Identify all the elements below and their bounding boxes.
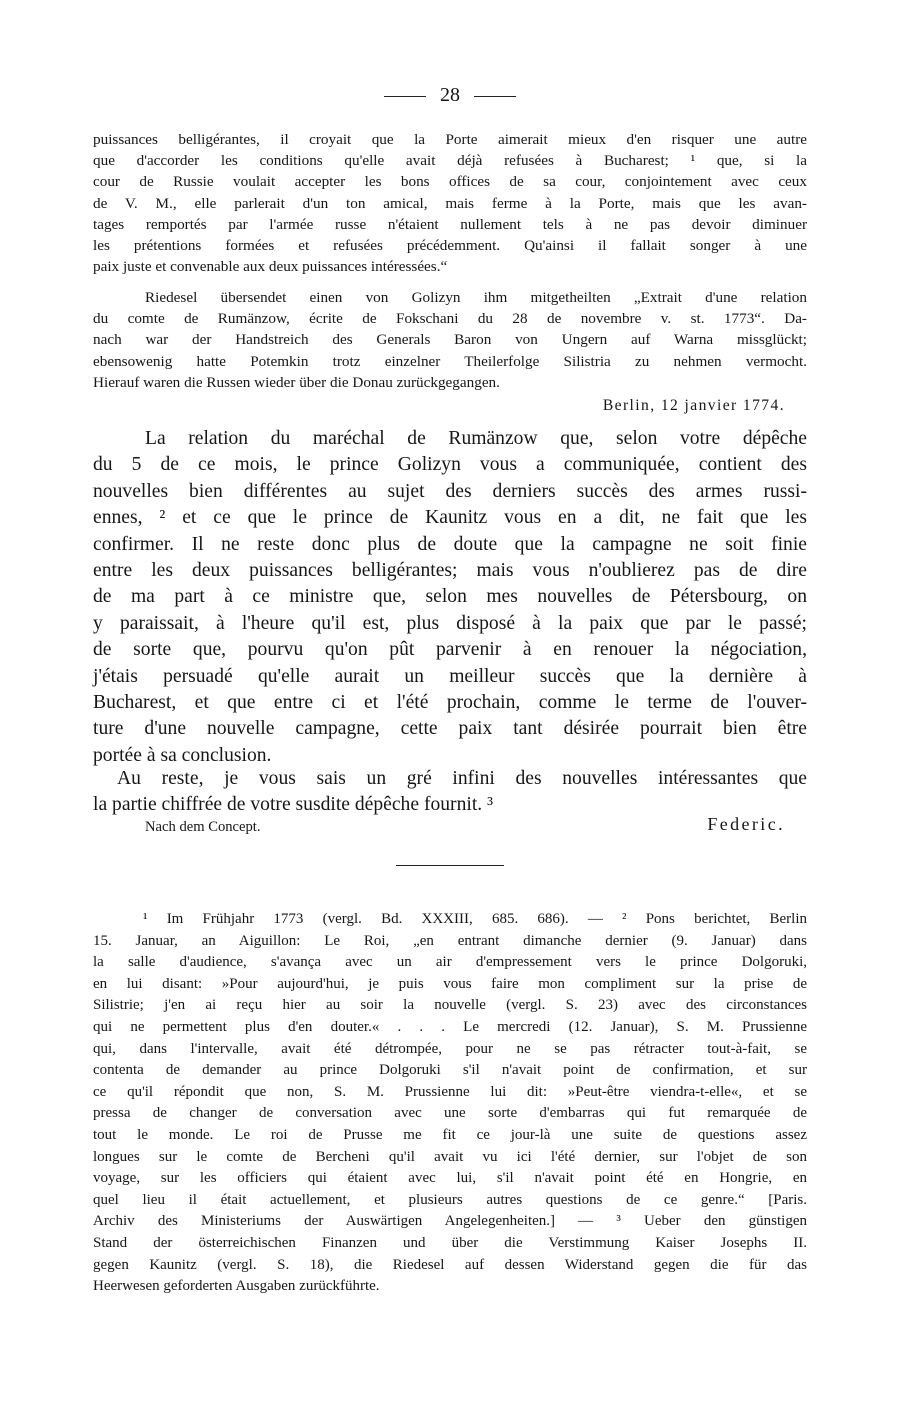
footnote-line: ce qu'il répondit que non, S. M. Prussienne lui dit: »Peut-être viendra-t-elle«, et se xyxy=(93,1083,807,1100)
footnote-line: Stand der österreichischen Finanzen und über die Verstimmung Kaiser Josephs II. xyxy=(93,1234,807,1251)
text-line: La relation du maréchal de Rumänzow que, selon votre dépêche xyxy=(145,428,807,449)
editorial-summary xyxy=(93,287,807,393)
text-line: du comte de Rumänzow, écrite de Fokschani du 28 de novembre v. st. 1773“. Da- xyxy=(93,310,807,328)
page-number-text: 28 xyxy=(440,84,460,106)
text-line: confirmer. Il ne reste donc plus de doute que la campagne ne soit finie xyxy=(93,533,807,555)
place-date: Berlin, 12 janvier 1774. xyxy=(602,397,785,414)
footnote-line: qui, dans l'intervalle, avait été détrompée, pour ne se pas rétracter tout-à-fait, se xyxy=(93,1040,807,1057)
footnote-line: qui ne permettent plus d'en douter.« . . . Le mercredi (12. Januar), S. M. Prussienne xyxy=(93,1018,807,1035)
footnote-line: en lui disant: »Pour aujourd'hui, je puis vous faire mon compliment sur la prise de xyxy=(93,975,807,992)
footnote-line: voyage, sur les officiers qui étaient avec lui, s'il n'avait point été en Hongrie, en xyxy=(93,1170,807,1187)
letter-paragraph-2 xyxy=(93,766,807,819)
page-number-rule-right xyxy=(474,96,516,97)
text-line: portée à sa conclusion. xyxy=(93,744,272,766)
footnote-line: tout le monde. Le roi de Prusse me fit ce jour-là une suite de questions assez xyxy=(93,1126,807,1143)
footnote-line: 15. Januar, an Aiguillon: Le Roi, „en entrant dimanche dernier (9. Januar) dans xyxy=(93,932,807,949)
signature: Federic. xyxy=(707,814,785,834)
footnote-line: gegen Kaunitz (vergl. S. 18), die Riedesel auf dessen Widerstand gegen die für das xyxy=(93,1256,807,1273)
text-line: ennes, ² et ce que le prince de Kaunitz vous en a dit, ne fait que les xyxy=(93,507,807,529)
text-line: Au reste, je vous sais un gré infini des nouvelles intéressantes que xyxy=(117,768,807,789)
footnote-line: la salle d'audience, s'avança avec un air d'empressement vers le prince Dolgoruki, xyxy=(93,954,807,971)
text-line: ebensowenig hatte Potemkin trotz einzelner Theilerfolge Silistria zu nehmen vermocht. xyxy=(93,352,807,370)
text-line: nouvelles bien différentes au sujet des derniers succès des armes russi- xyxy=(93,480,807,502)
letter-paragraph-1 xyxy=(93,426,807,769)
footnote-line: contenta de demander au prince Dolgoruki s'il n'avait point de confirmation, et sur xyxy=(93,1062,807,1079)
footnote-line: Silistrie; j'en ai reçu hier au soir la nouvelle (vergl. S. 23) avec des circonstances xyxy=(93,997,807,1014)
text-line: de ma part à ce ministre que, selon mes nouvelles de Pétersbourg, on xyxy=(93,586,807,608)
footnote-line: ¹ Im Frühjahr 1773 (vergl. Bd. XXXIII, 685. 686). — ² Pons berichtet, Berlin xyxy=(143,911,807,927)
page-number-rule-left xyxy=(384,96,426,97)
text-line: y paraissait, à l'heure qu'il est, plus disposé à la paix que par le passé; xyxy=(93,612,807,634)
footnote-line: Heerwesen geforderten Ausgaben zurückführte. xyxy=(93,1278,380,1295)
footnote-line: Archiv des Ministeriums der Auswärtigen Angelegenheiten.] — ³ Ueber den günstigen xyxy=(93,1213,807,1230)
text-line: ture d'une nouvelle campagne, cette paix tant désirée pourrait bien être xyxy=(93,718,807,740)
text-line: j'étais persuadé qu'elle aurait un meilleur succès que la dernière à xyxy=(93,665,807,687)
text-line: que d'accorder les conditions qu'elle avait déjà refusées à Bucharest; ¹ que, si la xyxy=(93,152,807,170)
text-line: du 5 de ce mois, le prince Golizyn vous a communiquée, contient des xyxy=(93,454,807,476)
page-number xyxy=(0,84,900,107)
text-line: entre les deux puissances belligérantes; mais vous n'oublierez pas de dire xyxy=(93,560,807,582)
text-line: Bucharest, et que entre ci et l'été prochain, comme le terme de l'ouver- xyxy=(93,692,807,714)
text-line: puissances belligérantes, il croyait que la Porte aimerait mieux d'en risquer une autre xyxy=(93,131,807,148)
source-note: Nach dem Concept. xyxy=(145,819,261,835)
quoted-report xyxy=(93,129,807,277)
footnote-line: pressa de changer de conversation avec une sorte d'embarras qui fut remarquée de xyxy=(93,1105,807,1122)
text-line: Hierauf waren die Russen wieder über die Donau zurückgegangen. xyxy=(93,373,500,391)
text-line: de sorte que, pourvu qu'on pût parvenir à en renouer la négociation, xyxy=(93,639,807,661)
footnotes xyxy=(93,909,807,1298)
footnote-line: longues sur le comte de Bercheni qu'il avait vu ici l'été dernier, sur l'objet de son xyxy=(93,1148,807,1165)
text-line: la partie chiffrée de votre susdite dépêche fournit. ³ xyxy=(93,794,493,816)
text-line: paix juste et convenable aux deux puissances intéressées.“ xyxy=(93,258,448,276)
text-line: Riedesel übersendet einen von Golizyn ihm mitgetheilten „Extrait d'une relation xyxy=(145,289,807,306)
text-line: cour de Russie voulait accepter les bons offices de sa cour, conjointement avec ceux xyxy=(93,173,807,191)
text-line: de V. M., elle parlerait d'un ton amical, mais ferme à la Porte, mais que les avan- xyxy=(93,194,807,212)
footnote-line: quel lieu il était actuellement, et plusieurs autres questions de ce genre.“ [Paris. xyxy=(93,1191,807,1208)
section-divider xyxy=(396,865,504,866)
text-line: tages remportés par l'armée russe n'étaient nullement tels à ne pas devoir diminuer xyxy=(93,215,807,233)
text-line: les prétentions formées et refusées précédemment. Qu'ainsi il fallait songer à une xyxy=(93,237,807,255)
text-line: nach war der Handstreich des Generals Baron von Ungern auf Warna missglückt; xyxy=(93,331,807,349)
